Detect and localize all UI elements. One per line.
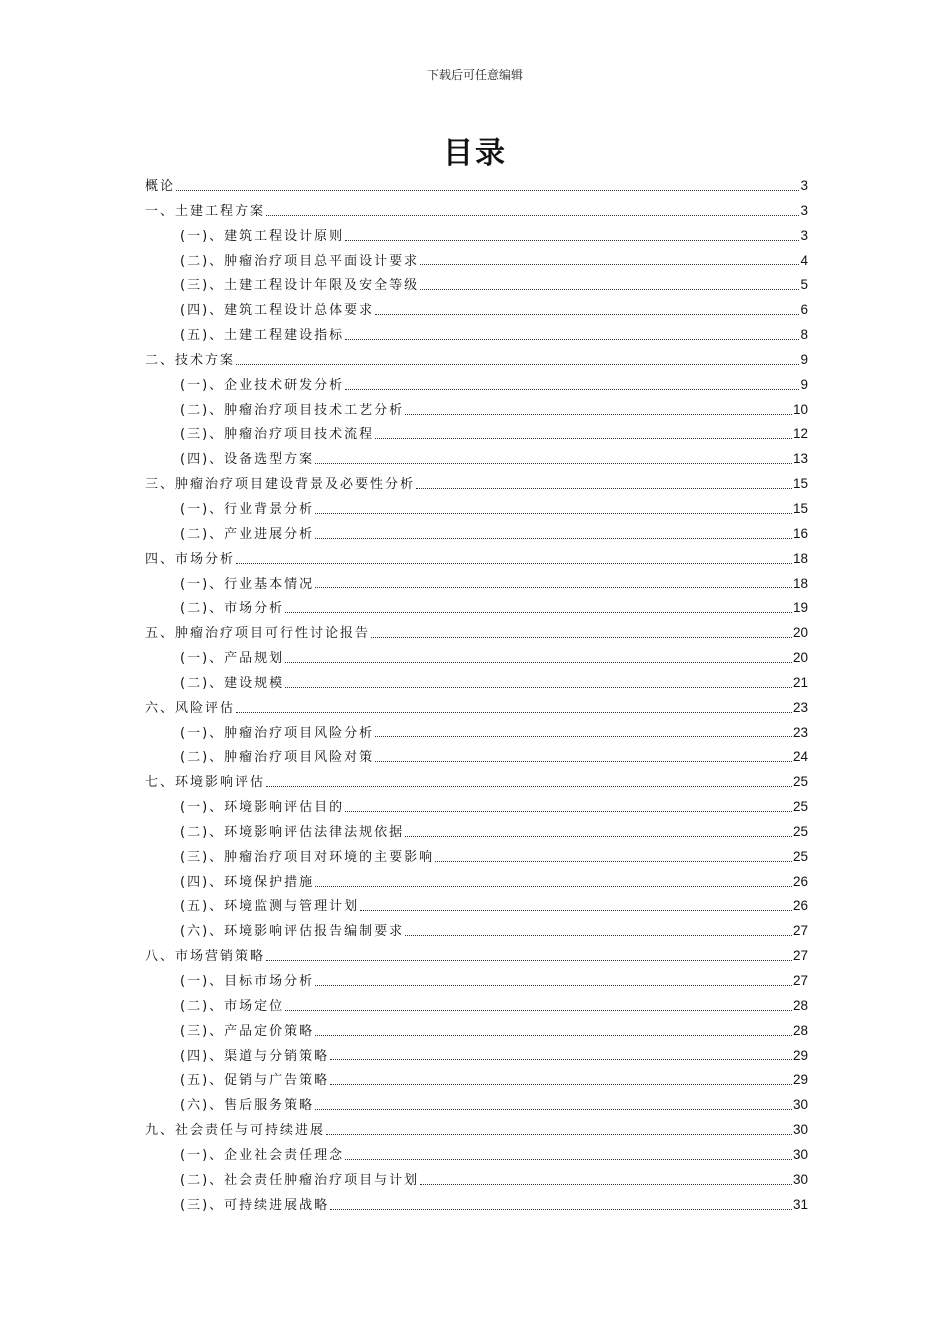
toc-entry-page: 12 [792,426,808,442]
toc-entry-label: (五)、土建工程建设指标 [180,328,345,344]
toc-entry-page: 30 [792,1146,808,1162]
toc-entry-label: (一)、环境影响评估目的 [180,800,345,816]
toc-subentry[interactable] [145,273,808,298]
toc-entry-page: 10 [792,401,808,417]
toc-subentry[interactable] [145,671,808,696]
dot-leader [285,662,792,663]
toc-entry-label: (一)、产品规划 [180,651,285,667]
toc-subentry[interactable] [145,994,808,1019]
toc-entry-label: (五)、环境监测与管理计划 [180,899,360,915]
dot-leader [371,637,792,638]
toc-entry[interactable] [145,696,808,721]
toc-entry-page: 25 [792,799,808,815]
dot-leader [266,960,792,961]
toc-entry-page: 28 [792,1022,808,1038]
toc-subentry[interactable] [145,447,808,472]
dot-leader [285,687,792,688]
toc-entry-label: (三)、土建工程设计年限及安全等级 [180,278,420,294]
toc-entry-page: 18 [792,575,808,591]
toc-entry-page: 20 [792,650,808,666]
toc-entry-label: (三)、肿瘤治疗项目对环境的主要影响 [180,849,435,865]
toc-entry-label: 四、市场分析 [145,551,236,567]
toc-entry-page: 30 [792,1122,808,1138]
toc-entry-label: 三、肿瘤治疗项目建设背景及必要性分析 [145,477,416,493]
dot-leader [176,190,799,191]
toc-entry-page: 13 [792,451,808,467]
dot-leader [315,886,792,887]
toc-entry-page: 28 [792,997,808,1013]
dot-leader [345,240,799,241]
toc-entry[interactable] [145,199,808,224]
toc-subentry[interactable] [145,894,808,919]
toc-entry-label: (二)、建设规模 [180,675,285,691]
toc-subentry[interactable] [145,919,808,944]
toc-entry-label: (一)、目标市场分析 [180,974,315,989]
toc-entry-page: 30 [792,1171,808,1187]
toc-subentry[interactable] [145,646,808,671]
dot-leader [315,587,792,588]
dot-leader [266,786,792,787]
dot-leader [285,1010,792,1011]
dot-leader [236,364,799,365]
dot-leader [375,438,792,439]
dot-leader [285,612,792,613]
toc-entry-label: (一)、行业背景分析 [180,501,315,517]
toc-entry[interactable] [145,944,808,969]
toc-entry-label: 概论 [145,179,176,194]
toc-entry[interactable] [145,472,808,497]
toc-entry-label: 九、社会责任与可持续进展 [145,1123,326,1139]
toc-subentry[interactable] [145,497,808,522]
toc-entry-page: 30 [792,1097,808,1113]
toc-entry[interactable] [145,174,808,199]
dot-leader [315,538,792,539]
toc-entry-page: 5 [800,277,808,293]
toc-entry-label: (三)、肿瘤治疗项目技术流程 [180,427,375,443]
toc-entry-page: 27 [792,973,808,988]
toc-entry[interactable] [145,621,808,646]
dot-leader [315,513,792,514]
toc-entry-page: 3 [800,227,808,243]
toc-entry-page: 16 [792,525,808,541]
toc-entry-page: 3 [800,178,808,193]
dot-leader [236,563,792,564]
dot-leader [405,836,792,837]
toc-entry-label: (六)、售后服务策略 [180,1098,315,1114]
page-header: 下载后可任意编辑 [426,68,523,82]
dot-leader [236,712,792,713]
toc-subentry[interactable] [145,323,808,348]
dot-leader [405,935,792,936]
toc-subentry[interactable] [145,845,808,870]
toc-entry[interactable] [145,1118,808,1143]
toc-entry-page: 26 [792,898,808,914]
toc-entry-page: 8 [800,327,808,343]
toc-entry-label: (五)、促销与广告策略 [180,1073,330,1089]
toc-entry-page: 25 [792,823,808,839]
toc-subentry[interactable] [145,1168,808,1193]
dot-leader [416,488,792,489]
toc-entry-label: (二)、肿瘤治疗项目风险对策 [180,750,375,766]
toc-entry-label: (二)、社会责任肿瘤治疗项目与计划 [180,1172,420,1188]
toc-entry-label: (二)、肿瘤治疗项目总平面设计要求 [180,253,420,269]
toc-entry-label: (一)、企业技术研发分析 [180,377,345,393]
toc-subentry[interactable] [145,1068,808,1093]
dot-leader [420,1184,792,1185]
toc-entry-page: 27 [792,948,808,964]
toc-subentry[interactable] [145,1193,808,1218]
dot-leader [330,1059,792,1060]
toc-entry-page: 27 [792,923,808,939]
toc-entry-label: (三)、可持续进展战略 [180,1197,330,1213]
page-title: 目录 [443,136,507,171]
dot-leader [315,985,792,986]
toc-entry-label: (四)、建筑工程设计总体要求 [180,303,375,319]
toc-entry-page: 29 [792,1047,808,1063]
toc-entry-label: (四)、设备选型方案 [180,452,315,468]
toc-entry-page: 25 [792,774,808,790]
dot-leader [375,736,792,737]
dot-leader [266,215,799,216]
toc-subentry[interactable] [145,422,808,447]
dot-leader [345,339,799,340]
toc-subentry[interactable] [145,522,808,547]
toc-subentry[interactable] [145,572,808,597]
dot-leader [345,1159,792,1160]
toc-subentry[interactable] [145,398,808,423]
toc-entry-page: 25 [792,848,808,864]
dot-leader [435,861,792,862]
toc-subentry[interactable] [145,298,808,323]
toc-entry-label: 七、环境影响评估 [145,775,266,791]
dot-leader [330,1084,792,1085]
dot-leader [315,1109,792,1110]
toc-entry-page: 20 [792,625,808,641]
toc-subentry[interactable] [145,721,808,746]
toc-subentry[interactable] [145,1143,808,1168]
toc-entry-label: (二)、产业进展分析 [180,526,315,542]
toc-entry[interactable] [145,348,808,373]
toc-subentry[interactable] [145,820,808,845]
dot-leader [420,289,799,290]
toc-entry[interactable] [145,770,808,795]
toc-entry-page: 18 [792,550,808,566]
toc-entry-label: (四)、环境保护措施 [180,874,315,890]
dot-leader [420,264,799,265]
toc-subentry[interactable] [145,795,808,820]
dot-leader [315,463,792,464]
toc-subentry[interactable] [145,745,808,770]
toc-entry-page: 31 [792,1196,808,1212]
dot-leader [375,314,799,315]
toc-subentry[interactable] [145,870,808,895]
dot-leader [315,1035,792,1036]
toc-subentry[interactable] [145,969,808,994]
toc-entry-page: 23 [792,699,808,715]
toc-entry-label: 一、土建工程方案 [145,203,266,219]
toc-entry-label: 二、技术方案 [145,352,236,368]
toc-entry-page: 26 [792,873,808,889]
toc-entry-label: (二)、市场分析 [180,601,285,617]
toc-subentry[interactable] [145,1019,808,1044]
toc-entry-label: (一)、建筑工程设计原则 [180,228,345,244]
toc-entry-page: 6 [800,302,808,318]
toc-entry-label: (三)、产品定价策略 [180,1023,315,1039]
toc-subentry[interactable] [145,373,808,398]
dot-leader [360,910,792,911]
toc-entry-label: (二)、市场定位 [180,998,285,1014]
toc-entry-label: (二)、肿瘤治疗项目技术工艺分析 [180,402,405,418]
toc-subentry[interactable] [145,224,808,249]
toc-entry[interactable] [145,547,808,572]
toc-entry-label: (四)、渠道与分销策略 [180,1048,330,1064]
toc-entry-label: (六)、环境影响评估报告编制要求 [180,924,405,940]
dot-leader [405,414,792,415]
toc-entry-page: 23 [792,724,808,740]
toc-entry-label: 六、风险评估 [145,700,236,716]
toc-subentry[interactable] [145,1044,808,1069]
toc-entry-page: 24 [792,749,808,765]
toc-entry-label: 五、肿瘤治疗项目可行性讨论报告 [145,626,371,642]
toc-entry-page: 29 [792,1072,808,1088]
toc-subentry[interactable] [145,1093,808,1118]
toc-entry-page: 9 [800,376,808,392]
dot-leader [345,389,799,390]
toc-entry-label: 八、市场营销策略 [145,949,266,965]
table-of-contents [145,174,808,1217]
toc-entry-page: 19 [792,600,808,616]
toc-entry-page: 9 [800,351,808,367]
toc-entry-page: 15 [792,476,808,492]
toc-subentry[interactable] [145,596,808,621]
toc-subentry[interactable] [145,249,808,274]
toc-entry-page: 15 [792,500,808,516]
toc-entry-page: 21 [792,674,808,690]
dot-leader [326,1134,792,1135]
toc-entry-label: (一)、企业社会责任理念 [180,1147,345,1163]
toc-entry-label: (二)、环境影响评估法律法规依据 [180,824,405,840]
toc-entry-page: 3 [800,202,808,218]
toc-entry-label: (一)、行业基本情况 [180,576,315,592]
dot-leader [375,761,792,762]
toc-entry-label: (一)、肿瘤治疗项目风险分析 [180,725,375,741]
dot-leader [330,1209,792,1210]
dot-leader [345,811,792,812]
toc-entry-page: 4 [800,252,808,268]
